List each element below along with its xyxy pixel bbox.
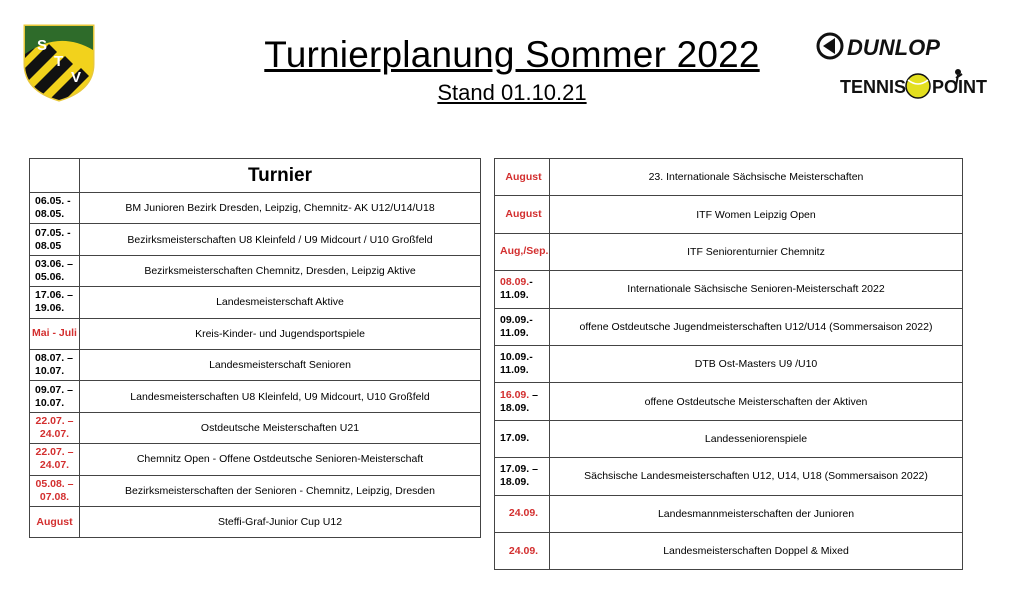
date-text: 17.09. – 18.09.: [500, 463, 538, 489]
table-row: [495, 532, 963, 569]
table-row: [495, 196, 963, 233]
tournament-date: 09.07. – 10.07.: [30, 381, 80, 412]
tournament-date: [495, 345, 550, 382]
date-text: – 18.09.: [500, 388, 538, 414]
tournament-name: Landesseniorenspiele: [550, 420, 963, 457]
tournament-date: [495, 271, 550, 308]
table-row: [495, 233, 963, 270]
date-text: 09.09.- 11.09.: [500, 313, 533, 339]
table-row: [495, 495, 963, 532]
tournament-name: Ostdeutsche Meisterschaften U21: [80, 412, 481, 443]
date-text: 10.09.- 11.09.: [500, 351, 533, 377]
tournament-date: [495, 458, 550, 495]
tournament-date: [495, 233, 550, 270]
tournament-date: [495, 308, 550, 345]
turnier-header: Turnier: [80, 159, 481, 193]
date-highlight: 24.09.: [508, 544, 539, 557]
tournament-name: DTB Ost-Masters U9 /U10: [550, 345, 963, 382]
point-word: POINT: [932, 77, 988, 97]
tournament-date: 17.06. – 19.06.: [30, 287, 80, 318]
tournament-name: ITF Seniorenturnier Chemnitz: [550, 233, 963, 270]
tournament-date: [495, 159, 550, 196]
tournament-name: Sächsische Landesmeisterschaften U12, U14, U18 (Sommersaison 2022): [550, 458, 963, 495]
tournament-date: August: [30, 506, 80, 537]
table-row: [30, 412, 481, 443]
tournament-name: Internationale Sächsische Senioren-Meisterschaft 2022: [550, 271, 963, 308]
tournament-name: 23. Internationale Sächsische Meisterschaften: [550, 159, 963, 196]
table-row: [30, 506, 481, 537]
date-highlight: 24.09.: [508, 507, 539, 520]
date-header-cell: [30, 159, 80, 193]
tournament-name: Bezirksmeisterschaften der Senioren - Chemnitz, Leipzig, Dresden: [80, 475, 481, 506]
table-row: [495, 271, 963, 308]
tournament-table-left: [29, 158, 481, 538]
table-row: [495, 458, 963, 495]
tournament-date: 07.05. - 08.05: [30, 224, 80, 255]
tennis-word: TENNIS: [840, 77, 907, 97]
tournament-name: Landesmeisterschaft Aktive: [80, 287, 481, 318]
tennis-point-logo: [838, 66, 990, 104]
tournament-date: Mai - Juli: [30, 318, 80, 349]
stv-letter-t: T: [54, 53, 64, 70]
tournament-name: Bezirksmeisterschaften U8 Kleinfeld / U9 Midcourt / U10 Großfeld: [80, 224, 481, 255]
date-highlight: 08.09.: [500, 276, 530, 289]
tournament-name: Landesmannmeisterschaften der Junioren: [550, 495, 963, 532]
tournament-table-right: [494, 158, 963, 570]
tennis-ball-icon: [906, 74, 930, 98]
date-text: - 11.09.: [500, 276, 533, 302]
tournament-date: 06.05. - 08.05.: [30, 193, 80, 224]
tournament-date: [495, 383, 550, 420]
table-row: [495, 383, 963, 420]
tournament-name: Landesmeisterschaft Senioren: [80, 349, 481, 380]
table-row: [495, 420, 963, 457]
table-row: [30, 475, 481, 506]
tournament-name: Steffi-Graf-Junior Cup U12: [80, 506, 481, 537]
tournament-name: Chemnitz Open - Offene Ostdeutsche Senioren-Meisterschaft: [80, 444, 481, 475]
tournament-name: offene Ostdeutsche Meisterschaften der Aktiven: [550, 383, 963, 420]
page-subtitle: Stand 01.10.21: [437, 80, 587, 105]
table-row: [30, 444, 481, 475]
tournament-date: [495, 532, 550, 569]
tournament-name: Bezirksmeisterschaften Chemnitz, Dresden, Leipzig Aktive: [80, 255, 481, 286]
stv-letter-v: V: [71, 69, 82, 86]
tournament-date: 05.08. – 07.08.: [30, 475, 80, 506]
tournament-date: [495, 420, 550, 457]
tournament-name: BM Junioren Bezirk Dresden, Leipzig, Chemnitz- AK U12/U14/U18: [80, 193, 481, 224]
tournament-date: 08.07. – 10.07.: [30, 349, 80, 380]
tournament-date: [495, 196, 550, 233]
table-row: [30, 349, 481, 380]
table-row: [30, 287, 481, 318]
table-row: [30, 193, 481, 224]
dunlop-logo: [815, 30, 995, 64]
date-highlight: 16.09.: [500, 388, 530, 401]
table-row: [30, 381, 481, 412]
stv-letter-s: S: [37, 37, 48, 54]
tournament-name: Landesmeisterschaften U8 Kleinfeld, U9 Midcourt, U10 Großfeld: [80, 381, 481, 412]
tournament-date: 03.06. – 05.06.: [30, 255, 80, 286]
table-row: [495, 159, 963, 196]
table-row: [30, 318, 481, 349]
date-highlight: Aug,/Sep.: [500, 245, 549, 258]
page-title: Turnierplanung Sommer 2022: [264, 34, 760, 75]
tournament-date: [495, 495, 550, 532]
table-row: [495, 345, 963, 382]
table-row: [495, 308, 963, 345]
dunlop-wordmark: DUNLOP: [847, 35, 940, 60]
tournament-name: offene Ostdeutsche Jugendmeisterschaften U12/U14 (Sommersaison 2022): [550, 308, 963, 345]
tournament-date: 22.07. – 24.07.: [30, 412, 80, 443]
tournament-date: 22.07. – 24.07.: [30, 444, 80, 475]
date-highlight: August: [505, 208, 542, 221]
table-row: [30, 224, 481, 255]
date-highlight: August: [505, 170, 542, 183]
tournament-name: Kreis-Kinder- und Jugendsportspiele: [80, 318, 481, 349]
date-text: 17.09.: [500, 432, 530, 445]
tournament-name: Landesmeisterschaften Doppel & Mixed: [550, 532, 963, 569]
tournament-name: ITF Women Leipzig Open: [550, 196, 963, 233]
table-row: [30, 255, 481, 286]
